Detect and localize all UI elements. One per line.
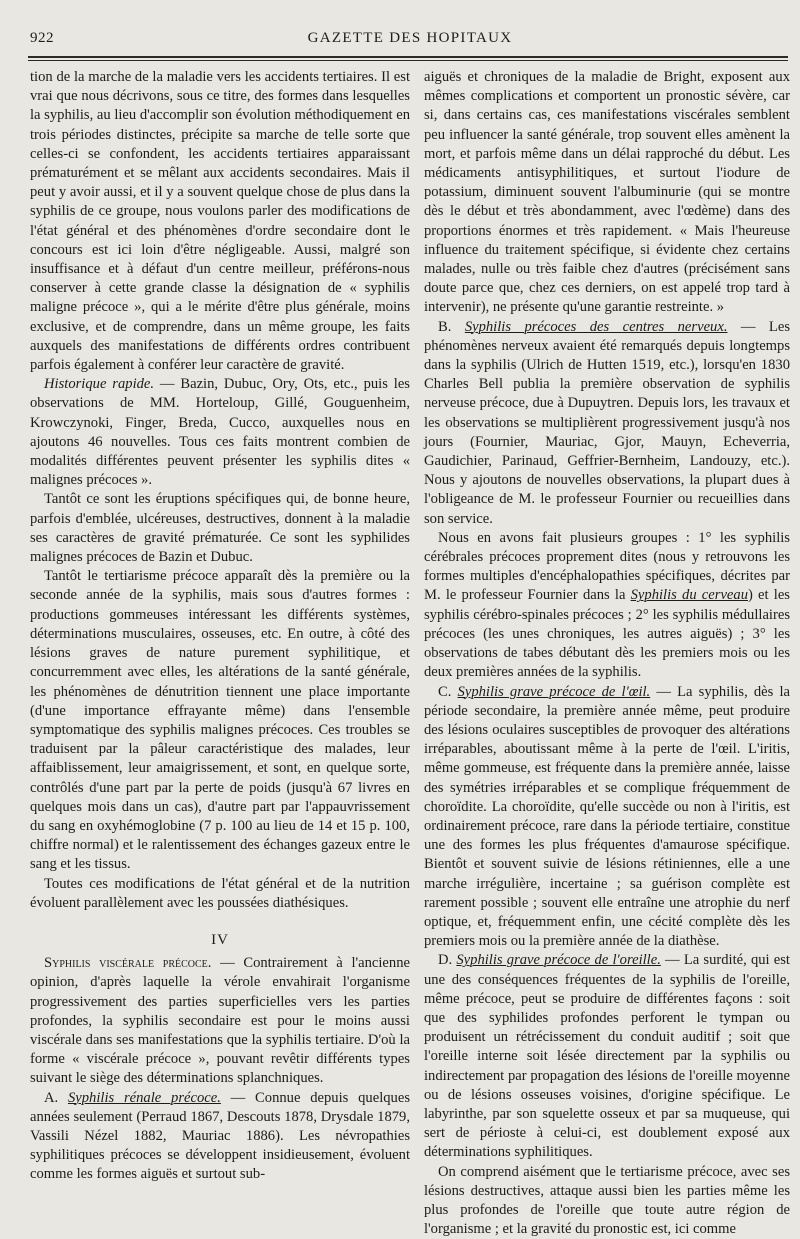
paragraph: Toutes ces modifications de l'état général et de la nutrition évoluent parallèlement avec les poussées diathésiques. — [30, 875, 410, 911]
paragraph: Tantôt ce sont les éruptions spécifiques qui, de bonne heure, parfois d'emblée, ulcéreuses, destructives, donnent à la maladie ses caractères de gravité prématurée. Ce sont les syphilides malignes précoces de Bazin et Dubuc. — [30, 491, 410, 566]
section-numeral: IV — [211, 931, 229, 948]
paragraph-text: — Contrairement à l'ancienne opinion, d'après laquelle la vérole envahirait l'organisme progressivement des parties superficielles vers les parties profondes, la syphilis secondaire est pour le moins aussi viscérale dans ses manifestations que la syphilis tertiaire. D'où la forme « viscérale précoce », pouvant revêtir différents types suivant le siège des déterminations splanchniques. — [30, 955, 410, 1087]
run-in-heading: Syphilis précoces des centres nerveux. — [464, 318, 728, 335]
item-letter: B. — [438, 318, 465, 335]
paragraph — [30, 954, 410, 1088]
paragraph: aiguës et chroniques de la maladie de Bright, exposent aux mêmes complications et comportent un pronostic sévère, car si, dans certains cas, ces manifestations viscérales semblent peu influencer la santé générale, trop souvent elles amènent la mort, et parfois même dans un délai rapproché du début. Les médicaments antisyphilitiques, et surtout l'iodure de potassium, diminuent souvent l'albuminurie (qui se montre dès le début et très abondamment, avec l'œdème) dans des proportions énormes et très rapidement. « Mais l'heureuse influence du traitement spécifique, si évidente chez certains malades, nulle ou très faible chez d'autres (précisément sans doute parce que, chez ces derniers, on est appelé trop tard à intervenir), ne présente qu'une garantie restreinte. » — [424, 69, 790, 316]
run-in-heading: Historique rapide. — [44, 376, 155, 393]
left-column — [30, 68, 410, 1185]
paragraph — [424, 318, 790, 529]
paragraph — [424, 951, 790, 1162]
paragraph-text: — La surdité, qui est une des conséquences fréquentes de la syphilis de l'oreille, même précoce, peut se produire de différentes façons : soit que des syphilides profondes perforent le tympan ou produisent un rétrécissement du conduit auditif ; soit que l'oreille interne soit lésée directement par la syphilis ou indirectement par propagation des lésions de l'oreille moyenne ou de lésions osseuses voisines, d'origine spécifique. Le labyrinthe, par son squelette osseux et par sa muqueuse, qui sert de périoste à celui-ci, est doublement exposé aux déterminations syphilitiques. — [424, 952, 790, 1161]
right-column — [424, 68, 790, 1239]
paragraph — [30, 375, 410, 490]
run-in-heading: Syphilis rénale précoce. — [67, 1089, 221, 1106]
item-letter: C. — [438, 683, 458, 700]
header-rule-thin — [28, 60, 788, 61]
paragraph-text: Nous en avons fait plusieurs groupes : 1° les syphilis cérébrales précoces proprement dites (nous y retrouvons les formes multiples d'encéphalopathies spécifiques, décrites par M. le professeur Fournier dans la — [424, 529, 790, 604]
cited-title: Syphilis du cerveau — [630, 587, 748, 604]
run-in-heading: Syphilis grave précoce de l'oreille. — [456, 952, 661, 969]
paragraph — [30, 1089, 410, 1185]
paragraph: tion de la marche de la maladie vers les accidents tertiaires. Il est vrai que nous décrivons, sous ce titre, des formes dans lesquelles la syphilis, au lieu d'accomplir son évolution méthodiquement en trois périodes distinctes, précipite sa marche de telle sorte que celles-ci se confondent, les accidents tertiaires apparaissant prématurément et se mêlant aux accidents secondaires. Mais il peut y avoir aussi, et il y a souvent quelque chose de plus dans la syphilis de ce groupe, nous voulons parler des modifications de l'état général et des phénomènes d'ordre secondaire dont le concours est ici loin d'être négligeable. Aussi, malgré son insuffisance et à défaut d'un centre meilleur, préférons-nous conserver à cette grande classe la désignation de « syphilis maligne précoce », qui a le mérite d'être plus générale, moins exclusive, et de comprendre, dans un même groupe, les faits auxquels des manifestations de différents ordres contribuent parfois également à conférer leur caractère de gravité. — [30, 69, 410, 374]
paragraph-text: — Bazin, Dubuc, Ory, Ots, etc., puis les observations de MM. Horteloup, Gillé, Gouguenheim, Krowczynoki, Finger, Breda, Cucco, auxquelles nous en ajoutons 46 nouvelles. Tous ces faits montrent combien de modalités différentes peuvent présenter les syphilis dites « malignes précoces ». — [30, 376, 410, 489]
journal-title: GAZETTE DES HOPITAUX — [307, 30, 513, 46]
page-header — [30, 28, 790, 50]
section-heading: Syphilis viscérale précoce. — [44, 955, 212, 972]
paragraph — [424, 529, 790, 683]
page-number: 922 — [30, 30, 54, 46]
paragraph: On comprend aisément que le tertiarisme précoce, avec ses lésions destructives, attaque aussi bien les parties même les plus profondes de l'oreille que toute autre région de l'organisme ; et la gravité du pronostic est, ici comme — [424, 1163, 790, 1238]
paragraph-text: ) et les syphilis cérébro-spinales précoces ; 2° les syphilis médullaires précoces (les unes chroniques, les autres aiguës) ; 3° les observations de tabes débutant dès les premiers mois ou les deux premières années de la syphilis. — [424, 587, 790, 681]
paragraph: Tantôt le tertiarisme précoce apparaît dès la première ou la seconde année de la syphilis, mais sous d'autres formes : productions gommeuses intéressant les différents systèmes, déterminations musculaires, osseuses, etc. En outre, à côté des lésions graves de nature purement syphilitique, et concurremment avec elles, les altérations de la santé générale, les phénomènes de dénutrition tiennent une place importante (d'une importance effrayante même) dans l'ensemble symptomatique des syphilis malignes précoces. Ces troubles se traduisent par la pâleur caractéristique des malades, leur affaiblissement, leur amaigrissement, et sont, en quelque sorte, contrôlés d'une part par la perte de poids (jusqu'à 67 livres en quelques mois dans un cas), d'autre part par l'appauvrissement du sang en oxyhémoglobine (7 p. 100 au lieu de 14 et 15 p. 100, chiffre normal) et le ralentissement des échanges gazeux entre le sang et les tissus. — [30, 568, 410, 873]
item-letter: A. — [44, 1089, 68, 1106]
header-rule-thick — [28, 56, 788, 58]
item-letter: D. — [438, 952, 457, 969]
paragraph-text: — Les phénomènes nerveux avaient été remarqués depuis longtemps dans la syphilis (Ulrich de Hutten 1519, etc.), lorsqu'en 1830 Charles Bell publia la première observation de syphilis nerveuse précoce, due à Dupuytren. Depuis lors, les travaux et les observations se multiplièrent progressivement jusqu'à nos jours (Fournier, Mauriac, Gjor, Mauyn, Echeverria, Gaudichier, Parinaud, Geffrier-Bernheim, Landouzy, etc.). Nous y ajoutons de nouvelles observations, la plupart dues à l'obligeance de M. le professeur Fournier ou recueillies dans son service. — [424, 318, 790, 527]
paragraph-text: — La syphilis, dès la période secondaire, la première année même, peut produire des lésions oculaires susceptibles de provoquer des altérations irréparables, aboutissant même à la perte de l'œil. L'iritis, même gommeuse, est fréquente dans la première année, laisse des symétries irréparables et se complique fréquemment de choroïdite. La choroïdite, qu'elle succède ou non à l'iritis, est ordinairement précoce, rare dans la période tertiaire, constitue une des formes les plus fréquentes d'amaurose spécifique. Bientôt et souvent suivie de lésions rétiniennes, elle a une marche irrégulière, incertaine ; sa guérison complète est rarement possible ; souvent elle entraîne une atrophie du nerf optique, et, fréquemment enfin, une cécité complète dès les premiers mois ou la première année de la diathèse. — [424, 683, 791, 950]
paragraph — [424, 683, 790, 952]
run-in-heading: Syphilis grave précoce de l'œil. — [457, 683, 651, 700]
paragraph-text: — Connue depuis quelques années seulement (Perraud 1867, Descouts 1878, Drysdale 1879, Vassili Nézel 1882, Mauriac 1886). Les névropathies syphilitiques précoces se développent insidieusement, évoluent comme les formes aiguës et surtout sub- — [30, 1089, 410, 1183]
